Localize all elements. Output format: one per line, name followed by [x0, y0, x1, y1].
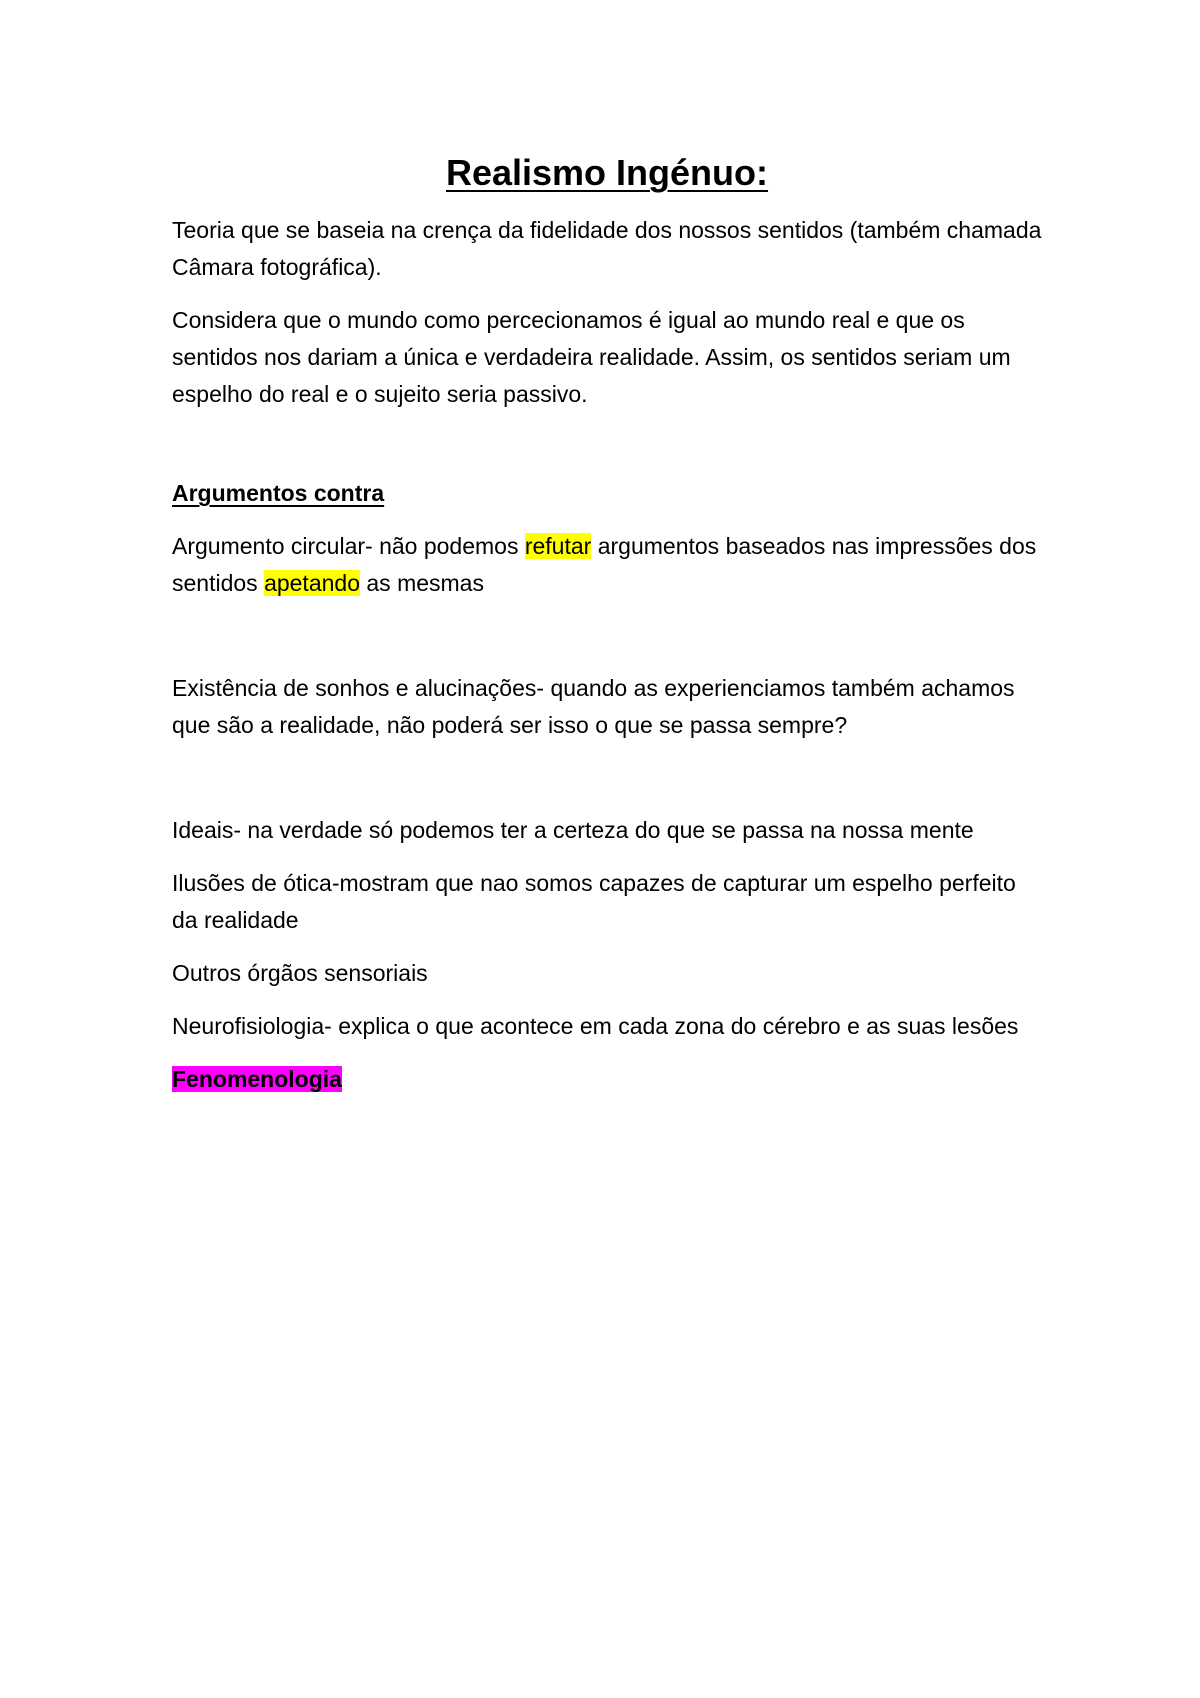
highlight-refutar: refutar: [524, 533, 592, 559]
document-body: [172, 148, 1042, 1114]
argument-organs: Outros órgãos sensoriais: [172, 960, 428, 986]
argument-illusions: Ilusões de ótica-mostram que nao somos capazes de capturar um espelho perfeito da realidade: [172, 870, 1016, 933]
argument-neurophysiology: Neurofisiologia- explica o que acontece em cada zona do cérebro e as suas lesões: [172, 1013, 1019, 1039]
argument-dreams: Existência de sonhos e alucinações- quando as experienciamos também achamos que são a realidade, não poderá ser isso o que se passa sempre?: [172, 675, 1015, 738]
argument-circular: [172, 528, 1042, 602]
highlight-fenomenologia: Fenomenologia: [172, 1066, 342, 1092]
spacer: [172, 618, 1042, 670]
argument-ideas: Ideais- na verdade só podemos ter a certeza do que se passa na nossa mente: [172, 817, 974, 843]
argument-circular-text-2: argumentos baseados nas impressões dos sentidos: [172, 533, 1037, 596]
argument-circular-text-1: Argumento circular- não podemos: [172, 533, 525, 559]
argument-circular-text-3: as mesmas: [360, 570, 484, 596]
spacer: [172, 760, 1042, 812]
spacer: [172, 429, 1042, 475]
page-title: Realismo Ingénuo:: [445, 152, 769, 193]
intro-paragraph-2: Considera que o mundo como percecionamos é igual ao mundo real e que os sentidos nos dariam a única e verdadeira realidade. Assim, os sentidos seriam um espelho do real e o sujeito seria passivo.: [172, 307, 1011, 407]
final-term-paragraph: [172, 1061, 1042, 1098]
highlight-apetando: apetando: [264, 570, 360, 596]
section-heading-argumentos-contra: Argumentos contra: [172, 480, 385, 506]
intro-paragraph-1: Teoria que se baseia na crença da fidelidade dos nossos sentidos (também chamada Câmara fotográfica).: [172, 217, 1042, 280]
